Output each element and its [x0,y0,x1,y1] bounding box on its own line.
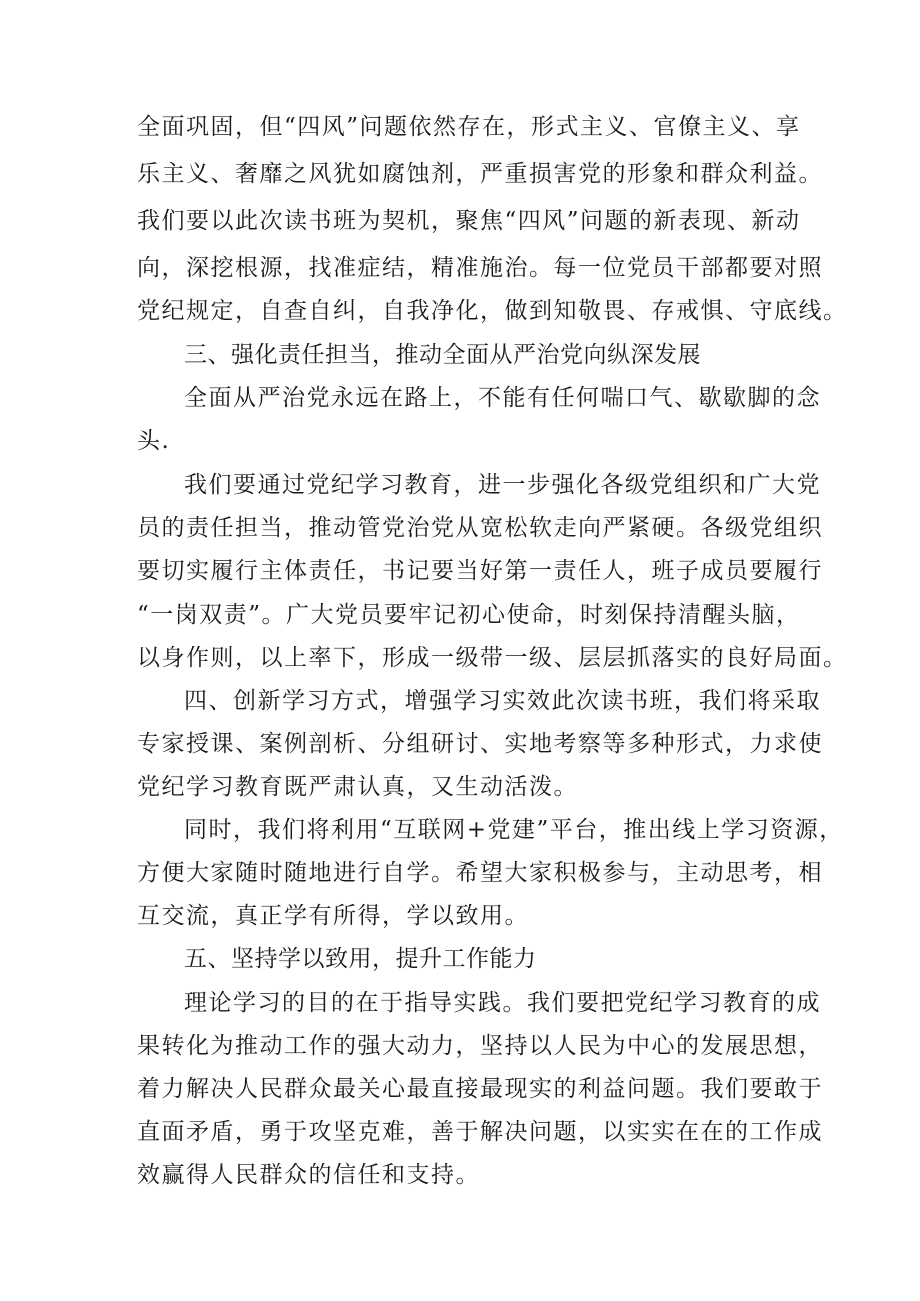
paragraph-line: 四、创新学习方式，增强学习实效此次读书班，我们将采取 [184,688,821,714]
paragraph-line: 效赢得人民群众的信任和支持。 [137,1162,480,1188]
paragraph-line: 乐主义、奢靡之风犹如腐蚀剂，严重损害党的形象和群众利益。 [137,161,823,187]
paragraph-line: 果转化为推动工作的强大动力，坚持以人民为中心的发展思想， [137,1033,823,1059]
paragraph-line: 我们要以此次读书班为契机，聚焦“四风”问题的新表现、新动 [137,208,801,234]
paragraph-line: 向，深挖根源，找准症结，精准施治。每一位党员干部都要对照 [137,255,823,281]
section-heading-3: 三、强化责任担当，推动全面从严治党向纵深发展 [184,342,701,368]
section-heading-5: 五、坚持学以致用，提升工作能力 [184,946,537,972]
paragraph-line: 党纪学习教育既严肃认真，又生动活泼。 [137,774,578,800]
paragraph-line: 理论学习的目的在于指导实践。我们要把党纪学习教育的成 [184,990,821,1016]
paragraph-line: 专家授课、案例剖析、分组研讨、实地考察等多种形式，力求使 [137,731,823,757]
paragraph-line: 党纪规定，自查自纠，自我净化，做到知敬畏、存戒惧、守底线。 [137,298,848,324]
paragraph-line: 我们要通过党纪学习教育，进一步强化各级党组织和广大党 [184,472,821,498]
paragraph-line: 以身作则，以上率下，形成一级带一级、层层抓落实的良好局面。 [137,645,848,671]
paragraph-line: 头. [137,428,171,454]
paragraph-line: “一岗双责”。广大党员要牢记初心使命，时刻保持清醒头脑， [137,602,801,628]
paragraph-line: 直面矛盾，勇于攻坚克难，善于解决问题，以实实在在的工作成 [137,1119,823,1145]
paragraph-line: 全面从严治党永远在路上，不能有任何喘口气、歇歇脚的念 [184,385,821,411]
paragraph-line: 同时，我们将利用“互联网+党建”平台，推出线上学习资源， [184,817,844,843]
paragraph-line: 方便大家随时随地进行自学。希望大家积极参与，主动思考，相 [137,860,823,886]
paragraph-line: 着力解决人民群众最关心最直接最现实的利益问题。我们要敢于 [137,1076,823,1102]
paragraph-line: 互交流，真正学有所得，学以致用。 [137,903,529,929]
paragraph-line: 员的责任担当，推动管党治党从宽松软走向严紧硬。各级党组织 [137,515,823,541]
paragraph-line: 要切实履行主体责任，书记要当好第一责任人，班子成员要履行 [137,558,823,584]
paragraph-line: 全面巩固，但“四风”问题依然存在，形式主义、官僚主义、享 [137,114,801,140]
